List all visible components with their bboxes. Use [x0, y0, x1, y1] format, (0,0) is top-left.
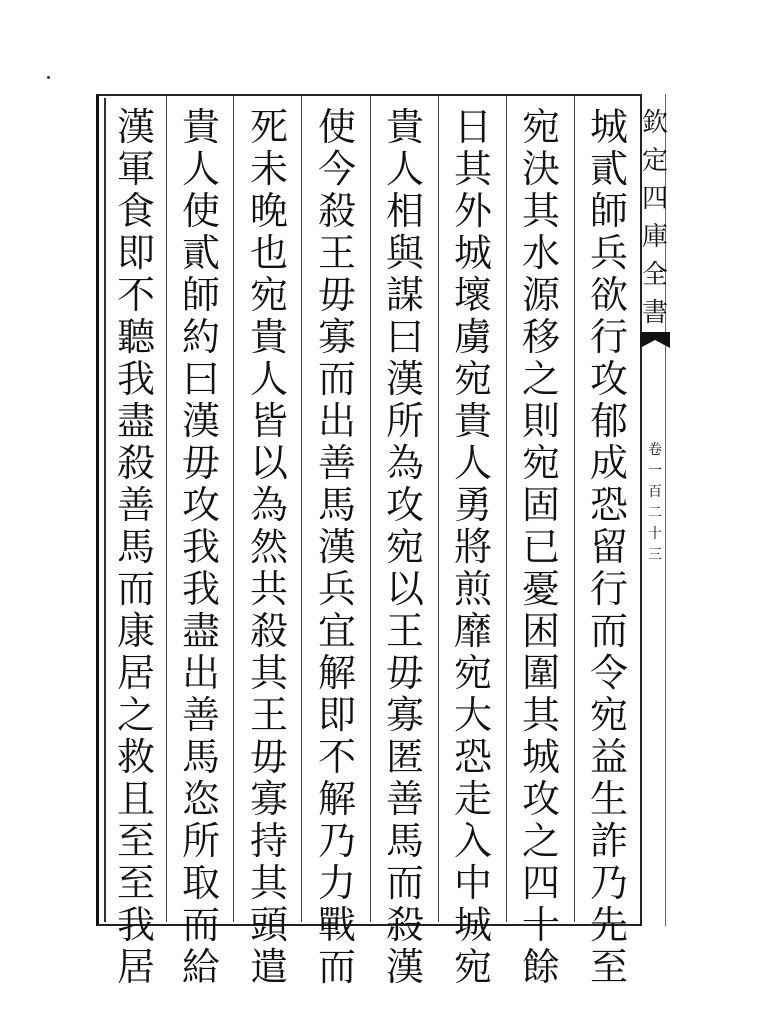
text-character: 今 [317, 147, 356, 191]
text-character: 也 [249, 231, 288, 275]
text-column-1 [585, 100, 633, 989]
text-character: 益 [589, 735, 628, 779]
text-character: 源 [521, 273, 560, 317]
text-character: 寡 [249, 777, 288, 821]
text-character: 恐 [453, 735, 492, 779]
text-character: 聽 [116, 315, 155, 359]
text-character: 其 [249, 651, 288, 695]
text-character: 之 [521, 357, 560, 401]
text-character: 使 [317, 105, 356, 149]
text-character: 入 [453, 819, 492, 863]
text-character: 宛 [453, 651, 492, 695]
text-character: 憂 [521, 567, 560, 611]
text-character: 宛 [249, 273, 288, 317]
text-character: 毋 [385, 651, 424, 695]
text-character: 乃 [589, 861, 628, 905]
text-character: 以 [249, 441, 288, 485]
text-character: 至 [116, 861, 155, 905]
text-character: 以 [385, 567, 424, 611]
text-character: 曰 [181, 357, 220, 401]
text-character: 其 [453, 147, 492, 191]
text-character: 外 [453, 189, 492, 233]
text-character: 貴 [453, 399, 492, 443]
margin-character: 十 [648, 526, 662, 542]
text-character: 我 [181, 525, 220, 569]
text-character: 已 [521, 525, 560, 569]
text-character: 善 [385, 777, 424, 821]
text-character: 煎 [453, 567, 492, 611]
text-character: 恐 [589, 483, 628, 527]
frame-inner-rule [104, 98, 106, 922]
column-rule [438, 96, 439, 922]
text-character: 匿 [385, 735, 424, 779]
text-character: 城 [589, 105, 628, 149]
text-character: 移 [521, 315, 560, 359]
text-character: 軍 [116, 147, 155, 191]
text-character: 其 [521, 693, 560, 737]
text-character: 毋 [317, 273, 356, 317]
text-character: 所 [181, 819, 220, 863]
text-character: 善 [317, 441, 356, 485]
text-character: 師 [589, 189, 628, 233]
text-character: 盡 [181, 609, 220, 653]
text-character: 戰 [317, 903, 356, 947]
text-character: 城 [453, 231, 492, 275]
text-character: 殺 [385, 903, 424, 947]
text-character: 十 [521, 903, 560, 947]
margin-character: 二 [648, 505, 662, 521]
text-character: 馬 [181, 735, 220, 779]
text-character: 人 [249, 357, 288, 401]
text-character: 宛 [385, 525, 424, 569]
text-character: 日 [453, 105, 492, 149]
text-character: 我 [116, 903, 155, 947]
text-character: 不 [317, 735, 356, 779]
text-character: 則 [521, 399, 560, 443]
text-character: 其 [249, 861, 288, 905]
text-character: 留 [589, 525, 628, 569]
text-character: 餘 [521, 945, 560, 989]
text-character: 貴 [385, 105, 424, 149]
text-character: 攻 [589, 357, 628, 401]
text-character: 解 [317, 777, 356, 821]
text-character: 宛 [589, 693, 628, 737]
text-character: 我 [116, 357, 155, 401]
margin-character: 欽 [641, 108, 668, 138]
text-character: 宛 [521, 105, 560, 149]
text-character: 給 [181, 945, 220, 989]
text-character: 居 [116, 651, 155, 695]
text-character: 與 [385, 231, 424, 275]
text-character: 共 [249, 567, 288, 611]
text-character: 大 [453, 693, 492, 737]
text-character: 乃 [317, 819, 356, 863]
text-character: 為 [385, 441, 424, 485]
text-character: 之 [116, 693, 155, 737]
text-character: 殺 [116, 441, 155, 485]
text-character: 晚 [249, 189, 288, 233]
text-character: 攻 [521, 777, 560, 821]
text-character: 善 [181, 693, 220, 737]
text-character: 出 [181, 651, 220, 695]
text-character: 宛 [453, 945, 492, 989]
text-character: 人 [181, 147, 220, 191]
text-character: 王 [385, 609, 424, 653]
text-character: 曰 [385, 315, 424, 359]
text-character: 成 [589, 441, 628, 485]
text-character: 宛 [521, 441, 560, 485]
text-character: 郁 [589, 399, 628, 443]
text-column-6 [245, 100, 293, 989]
margin-character: 定 [641, 146, 668, 176]
text-character: 殺 [249, 609, 288, 653]
margin-character: 一 [648, 463, 662, 479]
text-character: 我 [181, 567, 220, 611]
text-character: 食 [116, 189, 155, 233]
text-character: 即 [116, 231, 155, 275]
text-character: 先 [589, 903, 628, 947]
text-character: 遣 [249, 945, 288, 989]
text-character: 毋 [181, 441, 220, 485]
text-character: 救 [116, 735, 155, 779]
text-character: 然 [249, 525, 288, 569]
text-character: 勇 [453, 483, 492, 527]
text-character: 壞 [453, 273, 492, 317]
text-character: 貳 [589, 147, 628, 191]
margin-character: 百 [648, 484, 662, 500]
text-character: 宛 [453, 357, 492, 401]
column-rule [233, 96, 234, 922]
text-character: 四 [521, 861, 560, 905]
text-character: 虜 [453, 315, 492, 359]
text-character: 毋 [249, 735, 288, 779]
text-character: 未 [249, 147, 288, 191]
text-character: 不 [116, 273, 155, 317]
column-rule [301, 96, 302, 922]
text-character: 解 [317, 651, 356, 695]
text-character: 城 [453, 903, 492, 947]
text-character: 兵 [317, 567, 356, 611]
text-character: 馬 [116, 525, 155, 569]
text-character: 圍 [521, 651, 560, 695]
text-character: 相 [385, 189, 424, 233]
text-character: 寡 [317, 315, 356, 359]
text-character: 出 [317, 399, 356, 443]
text-column-4 [381, 100, 429, 989]
text-character: 恣 [181, 777, 220, 821]
column-rule [506, 96, 507, 922]
text-character: 漢 [181, 399, 220, 443]
text-character: 殺 [317, 189, 356, 233]
text-character: 詐 [589, 819, 628, 863]
text-character: 固 [521, 483, 560, 527]
text-character: 靡 [453, 609, 492, 653]
margin-character: 卷 [648, 442, 662, 458]
text-character: 水 [521, 231, 560, 275]
text-character: 將 [453, 525, 492, 569]
text-character: 持 [249, 819, 288, 863]
text-character: 力 [317, 861, 356, 905]
column-rule [574, 96, 575, 922]
column-rule [370, 96, 371, 922]
text-character: 而 [317, 357, 356, 401]
text-character: 居 [116, 945, 155, 989]
fishtail-mark-icon [640, 328, 670, 352]
text-character: 漢 [385, 357, 424, 401]
margin-character: 全 [641, 260, 668, 290]
text-character: 至 [589, 945, 628, 989]
text-character: 貴 [181, 105, 220, 149]
text-character: 而 [589, 609, 628, 653]
juan-number [644, 440, 666, 566]
text-character: 死 [249, 105, 288, 149]
margin-character: 四 [641, 184, 668, 214]
text-character: 而 [116, 567, 155, 611]
text-character: 約 [181, 315, 220, 359]
text-character: 行 [589, 567, 628, 611]
text-character: 王 [249, 693, 288, 737]
text-column-8 [112, 100, 160, 989]
running-title [640, 104, 670, 332]
text-character: 即 [317, 693, 356, 737]
margin-character: 書 [641, 298, 668, 328]
text-character: 城 [521, 735, 560, 779]
text-character: 師 [181, 273, 220, 317]
text-character: 之 [521, 819, 560, 863]
text-character: 馬 [385, 819, 424, 863]
text-character: 取 [181, 861, 220, 905]
text-character: 漢 [317, 525, 356, 569]
text-column-2 [517, 100, 565, 989]
text-column-7 [177, 100, 225, 989]
text-character: 人 [453, 441, 492, 485]
text-character: 馬 [317, 483, 356, 527]
text-character: 欲 [589, 273, 628, 317]
text-character: 決 [521, 147, 560, 191]
text-character: 攻 [181, 483, 220, 527]
text-character: 頭 [249, 903, 288, 947]
text-character: 宜 [317, 609, 356, 653]
text-character: 貳 [181, 231, 220, 275]
text-character: 康 [116, 609, 155, 653]
text-character: 其 [521, 189, 560, 233]
text-character: 令 [589, 651, 628, 695]
text-character: 中 [453, 861, 492, 905]
text-column-5 [313, 100, 361, 989]
text-character: 善 [116, 483, 155, 527]
text-character: 而 [385, 861, 424, 905]
margin-character: 三 [648, 547, 662, 563]
text-character: 寡 [385, 693, 424, 737]
stray-ink-dot [47, 76, 50, 79]
text-character: 謀 [385, 273, 424, 317]
text-character: 攻 [385, 483, 424, 527]
text-character: 漢 [116, 105, 155, 149]
text-character: 行 [589, 315, 628, 359]
text-character: 皆 [249, 399, 288, 443]
text-character: 貴 [249, 315, 288, 359]
text-character: 而 [317, 945, 356, 989]
text-character: 為 [249, 483, 288, 527]
text-character: 使 [181, 189, 220, 233]
margin-character: 庫 [641, 222, 668, 252]
text-character: 至 [116, 819, 155, 863]
text-character: 盡 [116, 399, 155, 443]
text-character: 且 [116, 777, 155, 821]
text-character: 人 [385, 147, 424, 191]
column-rule [166, 96, 167, 922]
text-character: 所 [385, 399, 424, 443]
text-character: 漢 [385, 945, 424, 989]
text-character: 困 [521, 609, 560, 653]
text-column-3 [449, 100, 497, 989]
text-character: 兵 [589, 231, 628, 275]
text-character: 而 [181, 903, 220, 947]
text-character: 王 [317, 231, 356, 275]
text-character: 生 [589, 777, 628, 821]
text-character: 走 [453, 777, 492, 821]
